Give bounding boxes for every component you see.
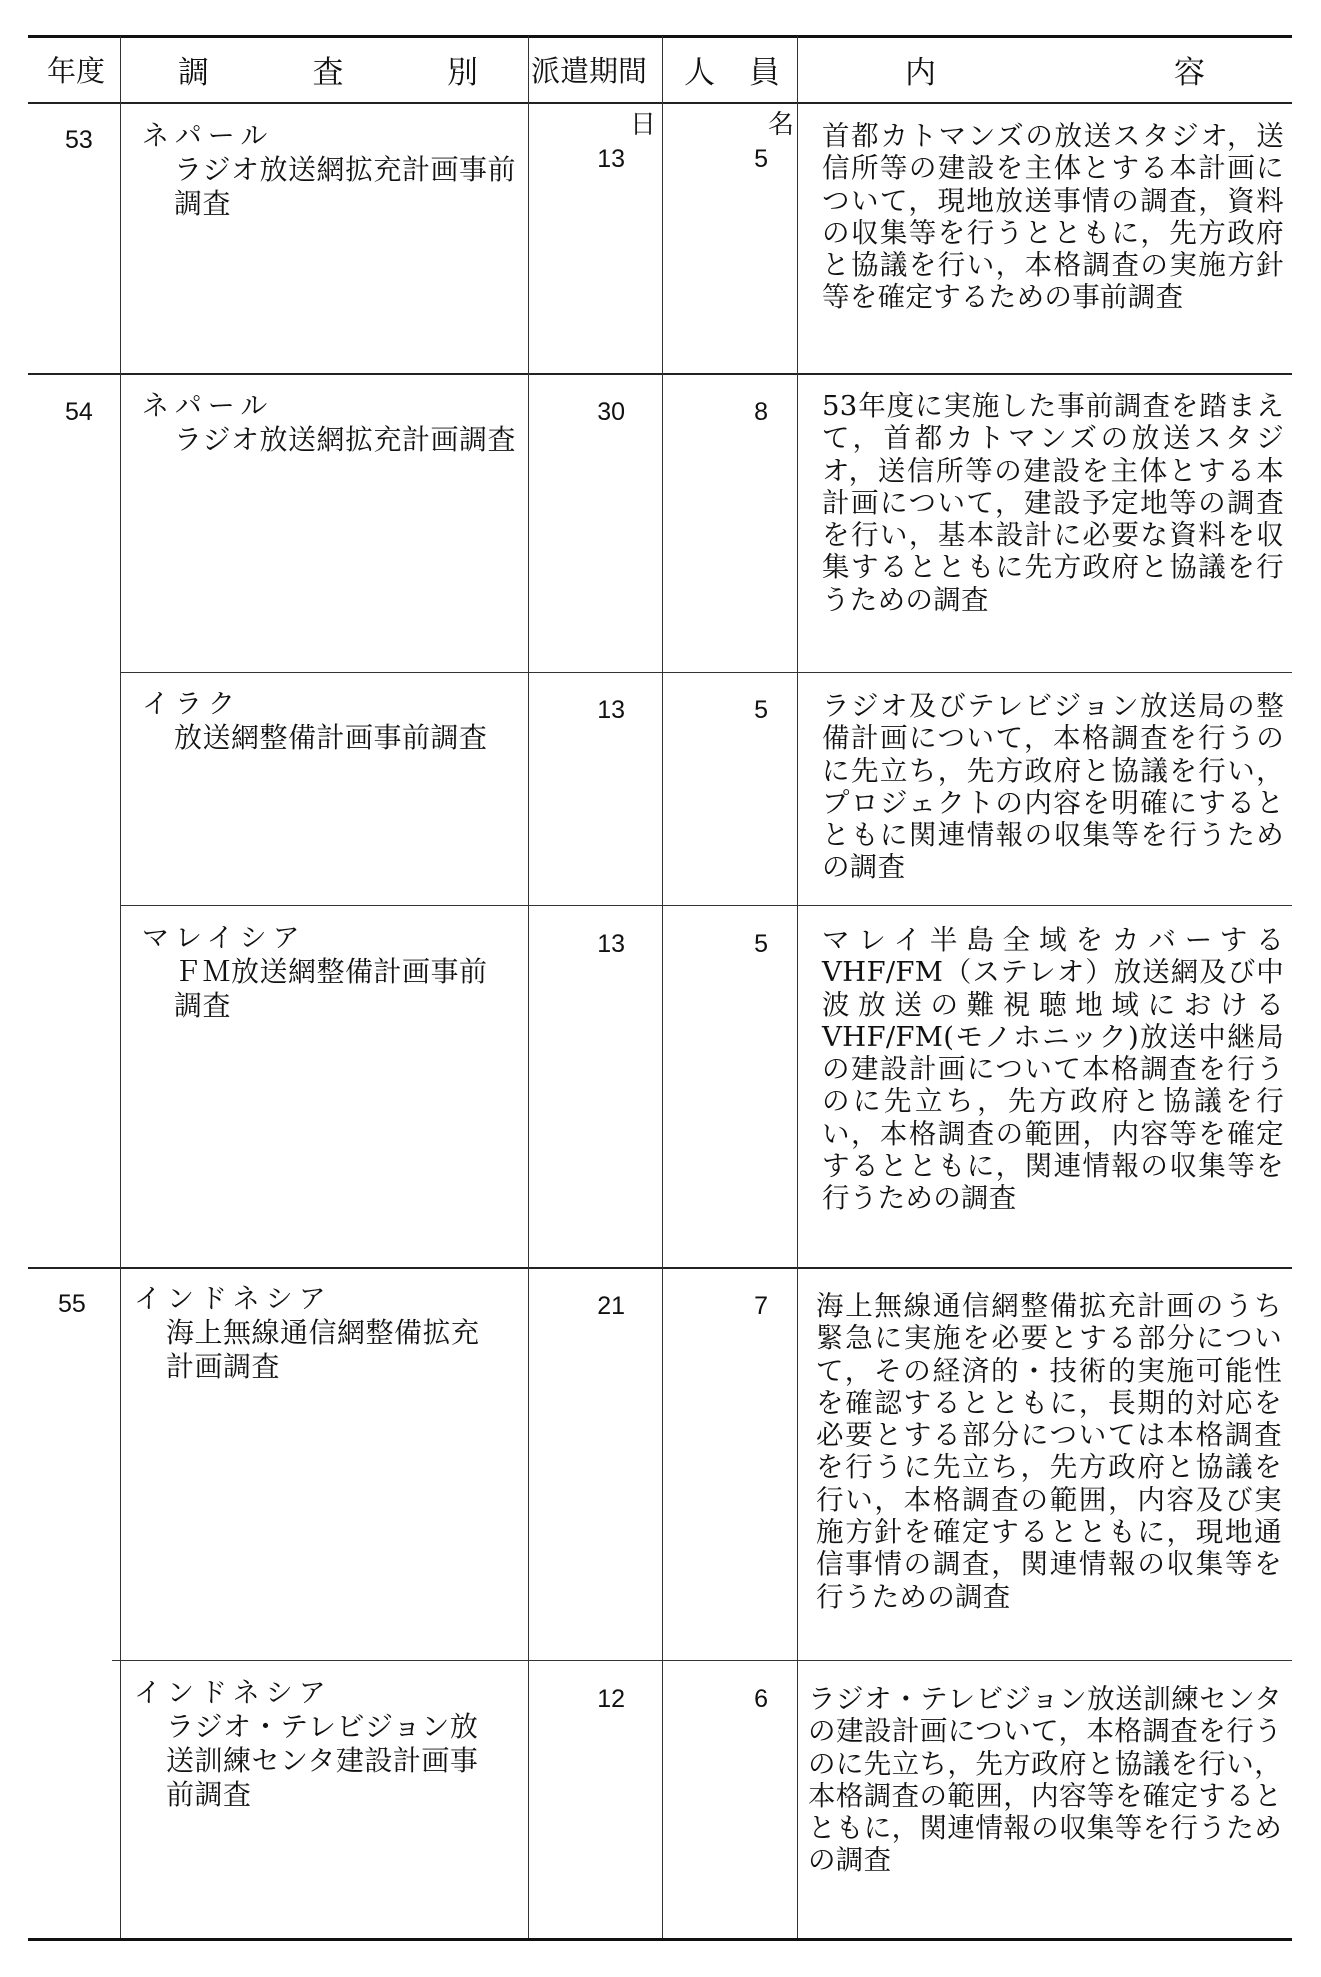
- row-content: 53年度に実施した事前調査を踏まえて，首都カトマンズの放送スタジオ，送信所等の建設を主体とする本計画について，建設予定地等の調査を行い，基本設計に必要な資料を収集するとともに先方政府と協議を行うための調査: [822, 390, 1284, 616]
- row-content: ラジオ及びテレビジョン放送局の整備計画について，本格調査を行うのに先立ち，先方政府と協議を行い，プロジェクトの内容を明確にするとともに関連情報の収集等を行うための調査: [822, 690, 1284, 884]
- row-content: マレイ半島全域をカバーするVHF/FM（ステレオ）放送網及び中波放送の難視聴地域におけるVHF/FM(モノホニック)放送中継局の建設計画について本格調査を行うのに先立ち，先方政府と協議を行い，本格調査の範囲，内容等を確定するとともに，関連情報の収集等を行うための調査: [822, 924, 1284, 1215]
- row-staff: 8: [754, 398, 768, 426]
- row-rule-iraq: [120, 672, 1292, 673]
- row-rule-malaysia: [120, 905, 1292, 906]
- row-survey: [142, 922, 522, 1023]
- row-project: 海上無線通信網整備拡充計画調査: [166, 1316, 480, 1383]
- row-survey: [142, 120, 522, 221]
- row-period: 13: [597, 930, 625, 958]
- row-country: イラク: [142, 689, 241, 720]
- header-staff-char-2: 員: [749, 54, 780, 91]
- header-survey-char-2: 査: [312, 54, 344, 91]
- row-content: 首都カトマンズの放送スタジオ，送信所等の建設を主体とする本計画について，現地放送事情の調査，資料の収集等を行うとともに，先方政府と協議を行い，本格調査の実施方針等を確定するための事前調査: [822, 120, 1284, 314]
- row-staff: 6: [754, 1685, 768, 1713]
- row-staff: 5: [754, 930, 768, 958]
- col-rule-year: [120, 36, 121, 1938]
- row-period: 13: [597, 696, 625, 724]
- row-survey: [134, 1677, 522, 1812]
- header-period: 派遣期間: [531, 53, 648, 88]
- header-staff: [684, 38, 780, 100]
- row-content: 海上無線通信網整備拡充計画のうち緊急に実施を必要とする部分について，その経済的・技術的実施可能性を確認するとともに，長期的対応を必要とする部分については本格調査を行うに先立ち，先方政府と協議を行い，本格調査の範囲，内容及び実施方針を確定するとともに，現地通信事情の調査，関連情報の収集等を行うための調査: [816, 1290, 1282, 1613]
- row-content: ラジオ・テレビジョン放送訓練センタの建設計画について，本格調査を行うのに先立ち，先方政府と協議を行い，本格調査の範囲，内容等を確定するとともに，関連情報の収集等を行うための調査: [808, 1683, 1282, 1877]
- row-survey: [142, 688, 522, 755]
- header-year: 年度: [47, 53, 106, 88]
- row-country: マレイシア: [142, 923, 306, 954]
- row-period: 30: [597, 398, 625, 426]
- row-rule-53: [28, 373, 1292, 375]
- header-staff-char-1: 人: [684, 54, 715, 91]
- row-country: ネパール: [142, 121, 274, 152]
- row-survey: [134, 1283, 522, 1384]
- header-content-char-2: 容: [1174, 54, 1205, 91]
- row-staff: 5: [754, 145, 768, 173]
- row-staff: 5: [754, 696, 768, 724]
- row-project: ラジオ放送網拡充計画事前調査: [174, 153, 517, 220]
- header-content: [905, 38, 1205, 100]
- row-year: 55: [58, 1290, 86, 1318]
- row-survey: [142, 390, 522, 457]
- row-project: ＦＭ放送網整備計画事前調査: [174, 955, 488, 1022]
- row-project: ラジオ放送網拡充計画調査: [174, 423, 517, 456]
- table-bottom-rule: [28, 1938, 1292, 1941]
- row-country: ネパール: [142, 391, 274, 422]
- row-period: 13: [597, 145, 625, 173]
- row-country: インドネシア: [134, 1678, 332, 1709]
- row-staff: 7: [754, 1292, 768, 1320]
- header-bottom-rule: [28, 102, 1292, 104]
- unit-persons: 名: [768, 110, 795, 140]
- header-content-char-1: 内: [905, 54, 936, 91]
- header-survey-char-1: 調: [178, 54, 209, 91]
- row-project: 放送網整備計画事前調査: [174, 721, 488, 754]
- row-year: 54: [65, 398, 93, 426]
- unit-days: 日: [630, 110, 657, 140]
- row-period: 12: [597, 1685, 625, 1713]
- col-rule-survey: [528, 36, 529, 1938]
- header-survey: [178, 38, 478, 100]
- row-rule-indonesia-2: [112, 1660, 1292, 1661]
- row-year: 53: [65, 126, 93, 154]
- header-survey-char-3: 別: [447, 54, 478, 91]
- row-period: 21: [597, 1292, 625, 1320]
- col-rule-period: [662, 36, 663, 1938]
- col-rule-staff: [797, 36, 798, 1938]
- row-project: ラジオ・テレビジョン放送訓練センタ建設計画事前調査: [166, 1710, 479, 1811]
- row-country: インドネシア: [134, 1284, 332, 1315]
- row-rule-55: [28, 1267, 1292, 1269]
